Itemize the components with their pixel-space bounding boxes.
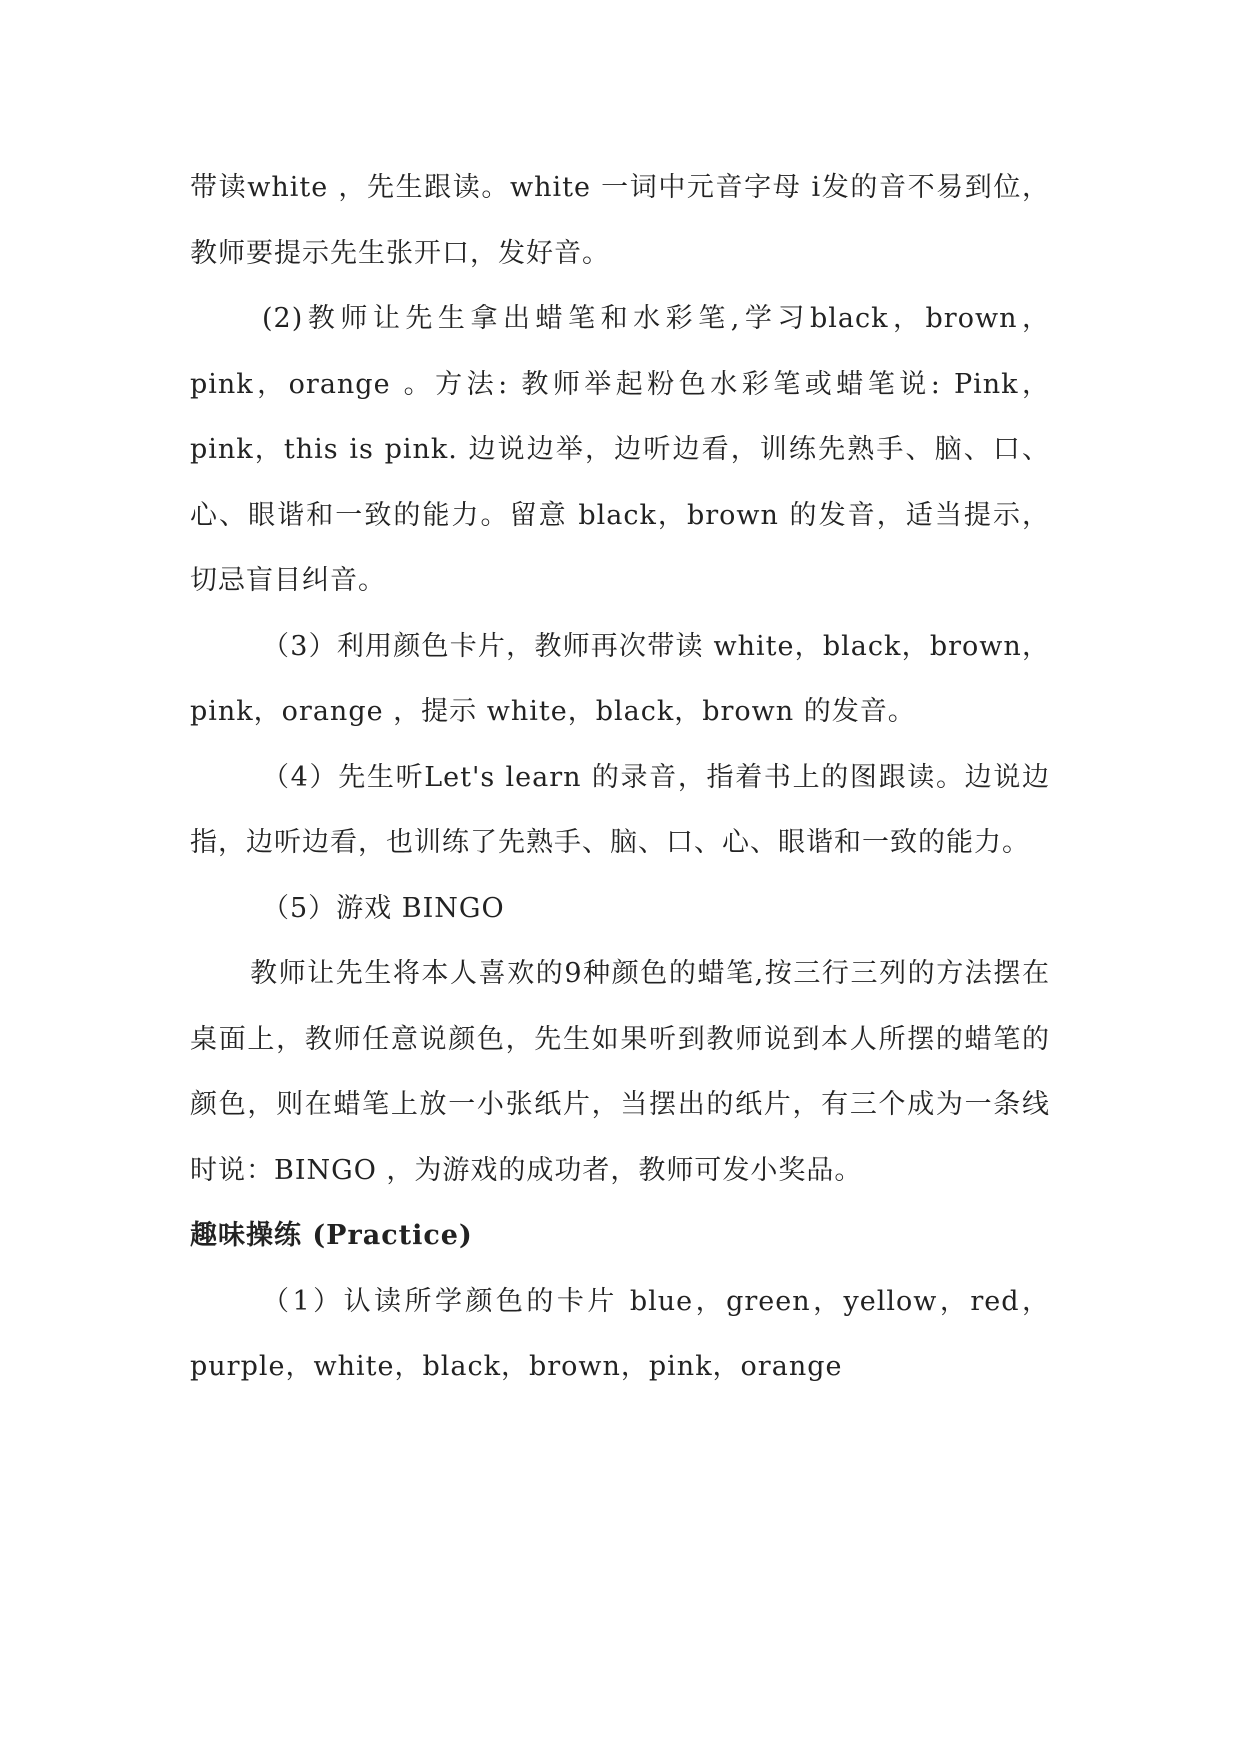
paragraph-step-5: （5）游戏 BINGO: [262, 892, 505, 924]
paragraph-step-3: （3）利用颜色卡片，教师再次带读 white，black，brown，pink，orange ，提示 white，black，brown 的发音。: [190, 630, 1050, 727]
paragraph-continuation: 带读white ，先生跟读。white 一词中元音字母 i发的音不易到位，教师要提示先生张开口，发好音。: [190, 172, 1050, 269]
paragraph-practice-1: （1）认读所学颜色的卡片 blue，green，yellow，red，purple，white，black，brown，pink，orange: [190, 1285, 1050, 1382]
section-title-practice: 趣味操练 (Practice): [190, 1220, 473, 1251]
paragraph-step-2: (2)教师让先生拿出蜡笔和水彩笔,学习black，brown，pink，orange 。方法: 教师举起粉色水彩笔或蜡笔说: Pink，pink，this is pink. 边说边举，边听边看，训练先熟手、脑、口、心、眼谐和一致的能力。留意 black，brown 的发音，适当提示，切忌盲目纠音。: [190, 303, 1050, 596]
paragraph-bingo-rules: 教师让先生将本人喜欢的9种颜色的蜡笔,按三行三列的方法摆在桌面上，教师任意说颜色，先生如果听到教师说到本人所摆的蜡笔的颜色，则在蜡笔上放一小张纸片，当摆出的纸片，有三个成为一条线时说：BINGO ，为游戏的成功者，教师可发小奖品。: [190, 958, 1050, 1186]
document-body: [190, 155, 1050, 1400]
paragraph-step-4: （4）先生听Let's learn 的录音，指着书上的图跟读。边说边指，边听边看，也训练了先熟手、脑、口、心、眼谐和一致的能力。: [190, 761, 1050, 858]
